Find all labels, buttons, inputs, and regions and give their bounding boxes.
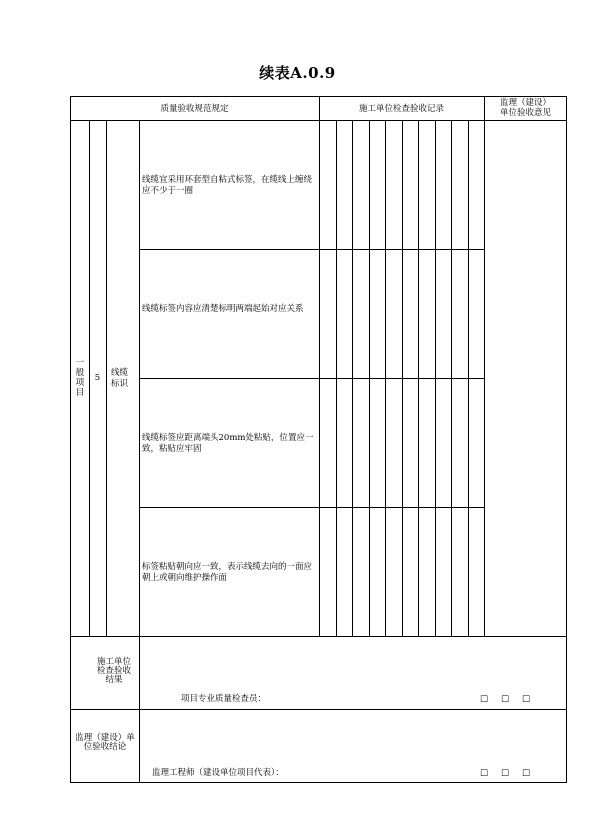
requirement-text: 线缆标签应距离端头20mm处粘贴，位置应一致，粘贴应牢固: [142, 433, 314, 454]
check-grid-line: [336, 120, 337, 636]
header-spec: 质量验收规范规定: [160, 104, 229, 114]
col-divider: [484, 120, 485, 636]
row-divider: [139, 378, 484, 379]
body-divider: [70, 636, 567, 637]
requirement-text: 标签粘贴朝向应一致，表示线缆去向的一面应朝上或朝向维护操作面: [142, 562, 313, 583]
supervision-date-mark: □: [501, 768, 510, 778]
item-name: 线缆标识: [111, 368, 129, 389]
col-divider: [319, 120, 320, 636]
row-divider: [139, 507, 484, 508]
item-number: 5: [94, 373, 101, 383]
conclusion-label-divider: [139, 709, 140, 783]
check-grid-line: [369, 120, 370, 636]
supervision-conclusion-label: 监理（建设）单位验收结论: [75, 733, 135, 752]
col-divider: [106, 120, 107, 636]
construction-date-mark: □: [480, 694, 489, 704]
header-construction-check: 施工单位检查验收记录: [358, 104, 444, 114]
requirement-text: 线缆标签内容应清楚标明两端起始对应关系: [142, 304, 304, 314]
check-grid-line: [418, 120, 419, 636]
check-grid-line: [402, 120, 403, 636]
check-grid-line: [352, 120, 353, 636]
supervision-signer-label: 监理工程师（建设单位项目代表）：: [152, 768, 284, 778]
check-grid-line: [451, 120, 452, 636]
construction-conclusion-label: 施工单位检查验收结果: [96, 657, 131, 685]
construction-signer-label: 项目专业质量检查员：: [181, 694, 267, 704]
col-divider: [139, 120, 140, 709]
conclusion-divider: [70, 709, 567, 710]
row-divider: [139, 249, 484, 250]
header-supervision: [484, 98, 567, 118]
check-grid-line: [385, 120, 386, 636]
header-supervision-line1: 监理（建设）: [499, 98, 551, 108]
header-supervision-line2: 单位验收意见: [499, 108, 551, 118]
supervision-date-mark: □: [522, 768, 531, 778]
check-grid-line: [435, 120, 436, 636]
requirement-text: 线缆宜采用环套型自粘式标签，在缆线上缠绕应不少于一圈: [142, 175, 313, 196]
category-label: 一般项目: [75, 358, 85, 398]
check-grid-line: [468, 120, 469, 636]
supervision-date-mark: □: [480, 768, 489, 778]
construction-date-mark: □: [501, 694, 510, 704]
page-title: 续表A.0.9: [259, 64, 336, 82]
construction-date-mark: □: [522, 694, 531, 704]
